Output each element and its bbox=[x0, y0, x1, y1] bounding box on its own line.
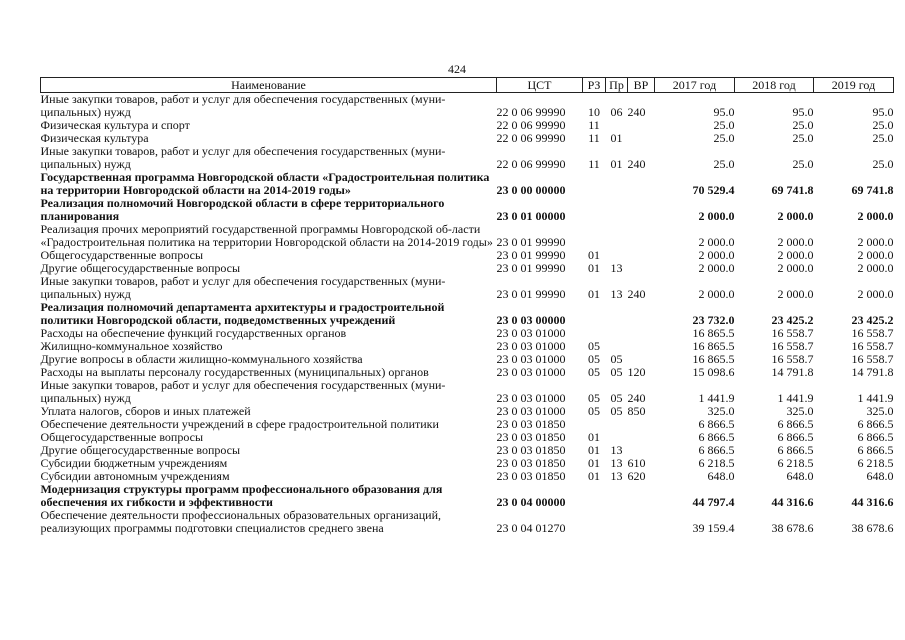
cell-2017: 325.0 bbox=[707, 404, 735, 418]
cell-name: Расходы на выплаты персоналу государственных (муниципальных) органов bbox=[40, 365, 429, 379]
cell-rz bbox=[583, 197, 606, 223]
cell-cst: 23 0 03 01850 bbox=[496, 469, 566, 483]
header-2019: 2019 год bbox=[814, 78, 894, 93]
page-number: 424 bbox=[448, 62, 466, 76]
cell-rz: 10 bbox=[588, 105, 600, 119]
cell-2018: 325.0 bbox=[786, 404, 814, 418]
cell-cst: 23 0 01 00000 bbox=[496, 209, 566, 223]
cell-2019: 14 791.8 bbox=[851, 365, 894, 379]
cell-rz: 05 bbox=[588, 365, 600, 379]
cell-pr bbox=[606, 327, 628, 340]
cell-cst: 23 0 03 00000 bbox=[496, 313, 566, 327]
cell-rz: 01 bbox=[588, 456, 600, 470]
cell-2018: 1 441.9 bbox=[777, 391, 814, 405]
cell-2018: 2 000.0 bbox=[777, 287, 814, 301]
cell-cst: 23 0 03 01000 bbox=[496, 352, 566, 366]
cell-name: Физическая культура bbox=[40, 131, 149, 145]
table-row bbox=[41, 145, 894, 171]
cell-rz: 11 bbox=[588, 157, 600, 171]
cell-cst: 23 0 03 01000 bbox=[496, 365, 566, 379]
cell-vr bbox=[628, 340, 655, 353]
table-row bbox=[41, 379, 894, 405]
cell-pr: 05 bbox=[610, 404, 623, 418]
cell-name: Субсидии бюджетным учреждениям bbox=[40, 456, 228, 470]
cell-2017: 2 000.0 bbox=[698, 248, 735, 262]
cell-pr: 01 bbox=[610, 131, 623, 145]
cell-vr bbox=[628, 418, 655, 431]
cell-cst: 23 0 03 01000 bbox=[496, 339, 566, 353]
cell-2017: 2 000.0 bbox=[698, 261, 735, 275]
cell-2017: 44 797.4 bbox=[692, 495, 735, 509]
cell-2017: 70 529.4 bbox=[692, 183, 735, 197]
cell-pr: 06 bbox=[610, 105, 623, 119]
cell-2019: 23 425.2 bbox=[851, 313, 894, 327]
cell-2019: 25.0 bbox=[872, 118, 894, 132]
table-body bbox=[41, 93, 894, 536]
cell-2017: 15 098.6 bbox=[692, 365, 735, 379]
cell-2019: 6 866.5 bbox=[857, 443, 894, 457]
cell-2019: 2 000.0 bbox=[857, 261, 894, 275]
cell-cst: 23 0 03 01000 bbox=[496, 391, 566, 405]
cell-pr bbox=[606, 171, 628, 197]
cell-vr: 240 bbox=[627, 287, 646, 301]
cell-cst: 23 0 03 01850 bbox=[496, 430, 566, 444]
cell-pr: 13 bbox=[610, 443, 623, 457]
cell-name: Модернизация структуры программ профессионального образования для обеспечения их гибкости и эффективности bbox=[40, 482, 443, 509]
cell-2019: 6 866.5 bbox=[857, 417, 894, 431]
cell-vr bbox=[628, 262, 655, 275]
cell-2017: 16 865.5 bbox=[692, 352, 735, 366]
cell-2018: 95.0 bbox=[792, 105, 814, 119]
cell-2018: 2 000.0 bbox=[777, 248, 814, 262]
cell-vr bbox=[628, 119, 655, 132]
cell-cst: 23 0 00 00000 bbox=[496, 183, 566, 197]
cell-2017: 648.0 bbox=[707, 469, 735, 483]
cell-2017: 16 865.5 bbox=[692, 339, 735, 353]
cell-rz bbox=[583, 509, 606, 535]
cell-2019: 16 558.7 bbox=[851, 339, 894, 353]
table-header-row bbox=[41, 78, 894, 93]
header-pr: Пр bbox=[606, 78, 628, 93]
cell-2018: 6 218.5 bbox=[777, 456, 814, 470]
cell-pr: 13 bbox=[610, 287, 623, 301]
cell-2017: 25.0 bbox=[713, 131, 735, 145]
header-cst: ЦСТ bbox=[497, 78, 583, 93]
cell-cst: 23 0 04 00000 bbox=[496, 495, 566, 509]
cell-rz: 01 bbox=[588, 261, 600, 275]
cell-2017: 23 732.0 bbox=[692, 313, 735, 327]
cell-2018: 23 425.2 bbox=[771, 313, 814, 327]
cell-vr: 240 bbox=[627, 157, 646, 171]
cell-pr bbox=[606, 418, 628, 431]
cell-rz bbox=[583, 223, 606, 249]
table-row bbox=[41, 223, 894, 249]
cell-name: Реализация полномочий департамента архитектуры и градостроительной политики Новгородской области, подведомственных учреждений bbox=[40, 300, 445, 327]
cell-pr: 13 bbox=[610, 261, 623, 275]
cell-2018: 16 558.7 bbox=[771, 326, 814, 340]
cell-2017: 2 000.0 bbox=[698, 209, 735, 223]
header-2017: 2017 год bbox=[655, 78, 735, 93]
cell-cst: 23 0 01 99990 bbox=[496, 261, 566, 275]
cell-vr: 850 bbox=[627, 404, 646, 418]
cell-2019: 2 000.0 bbox=[857, 209, 894, 223]
cell-rz bbox=[583, 483, 606, 509]
cell-cst: 23 0 03 01000 bbox=[496, 326, 566, 340]
cell-2019: 2 000.0 bbox=[857, 235, 894, 249]
cell-2017: 16 865.5 bbox=[692, 326, 735, 340]
cell-rz: 01 bbox=[588, 248, 600, 262]
cell-cst: 23 0 03 01850 bbox=[496, 443, 566, 457]
cell-cst: 22 0 06 99990 bbox=[496, 118, 566, 132]
table-row bbox=[41, 197, 894, 223]
cell-name: Расходы на обеспечение функций государственных органов bbox=[40, 326, 347, 340]
cell-rz: 05 bbox=[588, 404, 600, 418]
cell-2017: 2 000.0 bbox=[698, 235, 735, 249]
cell-vr: 620 bbox=[627, 469, 646, 483]
cell-2017: 6 218.5 bbox=[698, 456, 735, 470]
cell-name: Жилищно-коммунальное хозяйство bbox=[40, 339, 223, 353]
cell-name: Реализация полномочий Новгородской области в сфере территориального планирования bbox=[40, 196, 445, 223]
header-2018: 2018 год bbox=[735, 78, 814, 93]
cell-2019: 25.0 bbox=[872, 157, 894, 171]
cell-2018: 25.0 bbox=[792, 118, 814, 132]
cell-name: Физическая культура и спорт bbox=[40, 118, 190, 132]
cell-2019: 325.0 bbox=[866, 404, 894, 418]
cell-name: Иные закупки товаров, работ и услуг для обеспечения государственных (муни-ципальных) нужд bbox=[40, 92, 446, 119]
cell-pr bbox=[606, 223, 628, 249]
cell-rz: 01 bbox=[588, 443, 600, 457]
cell-name: Общегосударственные вопросы bbox=[40, 248, 204, 262]
cell-2019: 6 866.5 bbox=[857, 430, 894, 444]
cell-vr bbox=[628, 171, 655, 197]
table-row bbox=[41, 301, 894, 327]
cell-pr bbox=[606, 509, 628, 535]
cell-2019: 95.0 bbox=[872, 105, 894, 119]
cell-name: Общегосударственные вопросы bbox=[40, 430, 204, 444]
cell-rz bbox=[583, 301, 606, 327]
cell-cst: 23 0 01 99990 bbox=[496, 287, 566, 301]
table-row bbox=[41, 275, 894, 301]
cell-rz: 05 bbox=[588, 391, 600, 405]
cell-2017: 1 441.9 bbox=[698, 391, 735, 405]
cell-2018: 6 866.5 bbox=[777, 417, 814, 431]
cell-2018: 16 558.7 bbox=[771, 352, 814, 366]
cell-2019: 1 441.9 bbox=[857, 391, 894, 405]
cell-name: Другие общегосударственные вопросы bbox=[40, 261, 241, 275]
cell-2019: 6 218.5 bbox=[857, 456, 894, 470]
cell-2018: 44 316.6 bbox=[771, 495, 814, 509]
cell-name: Субсидии автономным учреждениям bbox=[40, 469, 230, 483]
cell-2017: 2 000.0 bbox=[698, 287, 735, 301]
cell-vr bbox=[628, 197, 655, 223]
cell-vr bbox=[628, 223, 655, 249]
cell-cst: 23 0 03 01000 bbox=[496, 404, 566, 418]
cell-name: Государственная программа Новгородской области «Градостроительная политика на территории Новгородской области на 2014-2019 годы» bbox=[40, 170, 490, 197]
cell-2017: 95.0 bbox=[713, 105, 735, 119]
cell-vr: 610 bbox=[627, 456, 646, 470]
cell-pr: 13 bbox=[610, 469, 623, 483]
cell-vr bbox=[628, 483, 655, 509]
cell-rz: 05 bbox=[588, 339, 600, 353]
cell-rz: 05 bbox=[588, 352, 600, 366]
cell-cst: 22 0 06 99990 bbox=[496, 157, 566, 171]
cell-2017: 39 159.4 bbox=[692, 521, 735, 535]
cell-2019: 69 741.8 bbox=[851, 183, 894, 197]
cell-pr: 01 bbox=[610, 157, 623, 171]
cell-2017: 6 866.5 bbox=[698, 443, 735, 457]
cell-vr: 240 bbox=[627, 105, 646, 119]
cell-name: Иные закупки товаров, работ и услуг для обеспечения государственных (муни-ципальных) нужд bbox=[40, 274, 446, 301]
cell-name: Обеспечение деятельности профессиональных образовательных организаций, реализующих программы подготовки специалистов среднего звена bbox=[40, 508, 441, 535]
cell-name: Иные закупки товаров, работ и услуг для обеспечения государственных (муни-ципальных) нужд bbox=[40, 144, 446, 171]
cell-2018: 2 000.0 bbox=[777, 235, 814, 249]
cell-pr: 05 bbox=[610, 365, 623, 379]
cell-2018: 25.0 bbox=[792, 157, 814, 171]
cell-cst: 22 0 06 99990 bbox=[496, 131, 566, 145]
cell-2018: 14 791.8 bbox=[771, 365, 814, 379]
cell-name: Другие общегосударственные вопросы bbox=[40, 443, 241, 457]
cell-2017: 25.0 bbox=[713, 118, 735, 132]
cell-rz: 11 bbox=[588, 118, 600, 132]
cell-pr bbox=[606, 301, 628, 327]
cell-pr bbox=[606, 483, 628, 509]
cell-2018: 2 000.0 bbox=[777, 209, 814, 223]
cell-name: Обеспечение деятельности учреждений в сфере градостроительной политики bbox=[40, 417, 439, 431]
cell-cst: 23 0 01 99990 bbox=[496, 235, 566, 249]
cell-2018: 2 000.0 bbox=[777, 261, 814, 275]
cell-2018: 6 866.5 bbox=[777, 430, 814, 444]
cell-rz: 01 bbox=[588, 469, 600, 483]
table-row bbox=[41, 509, 894, 535]
table-row bbox=[41, 171, 894, 197]
cell-2019: 16 558.7 bbox=[851, 352, 894, 366]
cell-name: Реализация прочих мероприятий государственной программы Новгородской об-ласти «Градостроительная политика на территории Новгородской области на 2014-2019 годы» bbox=[40, 222, 493, 249]
cell-name: Другие вопросы в области жилищно-коммунального хозяйства bbox=[40, 352, 363, 366]
budget-table bbox=[40, 77, 894, 535]
cell-2019: 2 000.0 bbox=[857, 287, 894, 301]
cell-2017: 25.0 bbox=[713, 157, 735, 171]
cell-pr: 13 bbox=[610, 456, 623, 470]
cell-2017: 6 866.5 bbox=[698, 430, 735, 444]
table-row bbox=[41, 483, 894, 509]
cell-cst: 23 0 03 01850 bbox=[496, 456, 566, 470]
header-name: Наименование bbox=[41, 78, 497, 93]
cell-2018: 25.0 bbox=[792, 131, 814, 145]
cell-vr: 240 bbox=[627, 391, 646, 405]
cell-vr bbox=[628, 327, 655, 340]
cell-vr bbox=[628, 132, 655, 145]
cell-2018: 648.0 bbox=[786, 469, 814, 483]
cell-2018: 6 866.5 bbox=[777, 443, 814, 457]
header-rz: РЗ bbox=[583, 78, 606, 93]
cell-rz bbox=[583, 171, 606, 197]
cell-2018: 69 741.8 bbox=[771, 183, 814, 197]
cell-2018: 38 678.6 bbox=[771, 521, 814, 535]
cell-vr bbox=[628, 249, 655, 262]
cell-2018: 16 558.7 bbox=[771, 339, 814, 353]
cell-vr bbox=[628, 509, 655, 535]
cell-cst: 23 0 01 99990 bbox=[496, 248, 566, 262]
cell-rz: 01 bbox=[588, 287, 600, 301]
cell-2019: 44 316.6 bbox=[851, 495, 894, 509]
table-row bbox=[41, 93, 894, 120]
cell-2019: 2 000.0 bbox=[857, 248, 894, 262]
cell-cst: 22 0 06 99990 bbox=[496, 105, 566, 119]
cell-name: Иные закупки товаров, работ и услуг для обеспечения государственных (муни-ципальных) нужд bbox=[40, 378, 446, 405]
header-vr: ВР bbox=[628, 78, 655, 93]
cell-pr: 05 bbox=[610, 391, 623, 405]
cell-vr bbox=[628, 301, 655, 327]
table-row bbox=[41, 119, 894, 132]
cell-name: Уплата налогов, сборов и иных платежей bbox=[40, 404, 251, 418]
cell-pr: 05 bbox=[610, 352, 623, 366]
cell-pr bbox=[606, 197, 628, 223]
cell-cst: 23 0 04 01270 bbox=[496, 521, 566, 535]
cell-2019: 38 678.6 bbox=[851, 521, 894, 535]
cell-rz: 11 bbox=[588, 131, 600, 145]
cell-vr: 120 bbox=[627, 365, 646, 379]
cell-cst: 23 0 03 01850 bbox=[496, 417, 566, 431]
cell-2019: 16 558.7 bbox=[851, 326, 894, 340]
cell-2019: 648.0 bbox=[866, 469, 894, 483]
cell-2017: 6 866.5 bbox=[698, 417, 735, 431]
cell-2019: 25.0 bbox=[872, 131, 894, 145]
cell-vr bbox=[628, 431, 655, 444]
cell-rz: 01 bbox=[588, 430, 600, 444]
